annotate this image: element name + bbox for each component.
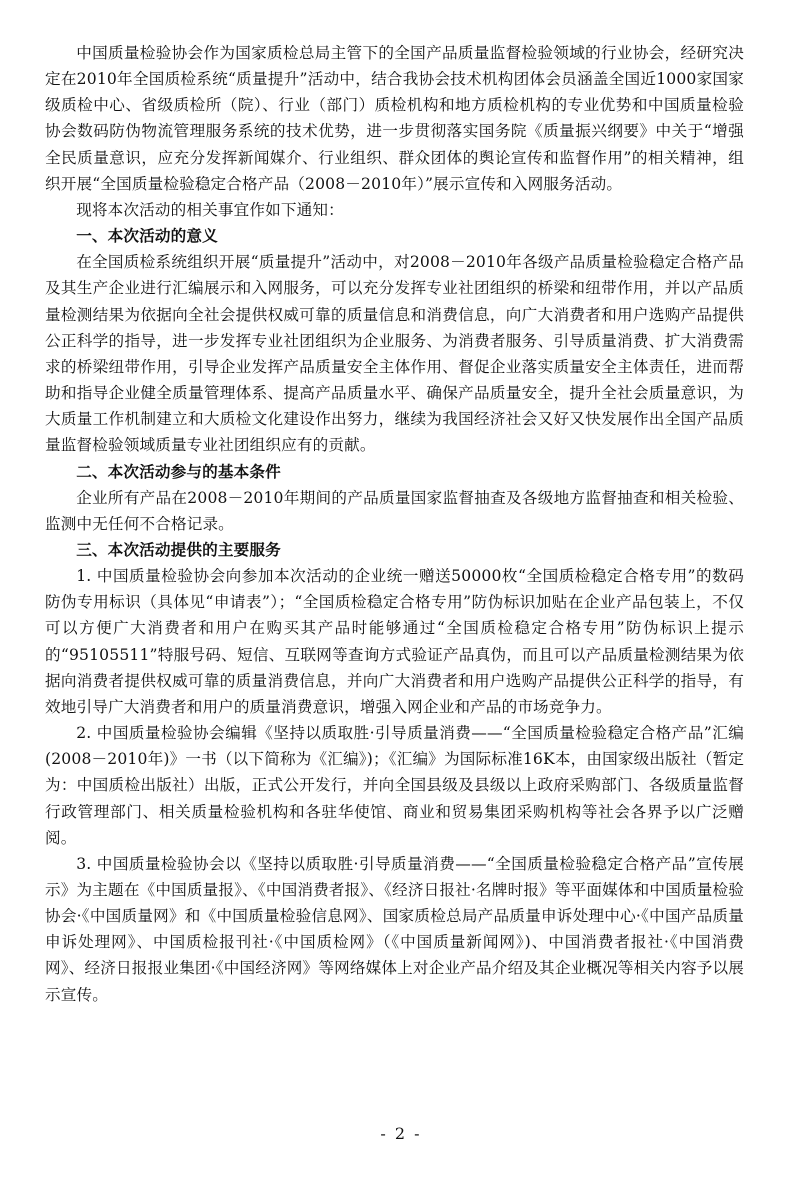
service-item-2: 2. 中国质量检验协会编辑《坚持以质取胜·引导质量消费——“全国质量检验稳定合格产品”汇编(2008－2010年)》一书（以下简称为《汇编》)；《汇编》为国际标准16K本，由国家级出版社（暂定为：中国质检出版社）出版，正式公开发行，并向全国县级及县级以上政府采购部门、各级质量监督行政管理部门、相关质量检验机构和各驻华使馆、商业和贸易集团采购机构等社会各界予以广泛赠阅。 bbox=[45, 724, 744, 847]
section-heading-significance: 一、本次活动的意义 bbox=[76, 226, 218, 246]
service-item-3: 3. 中国质量检验协会以《坚持以质取胜·引导质量消费——“全国质量检验稳定合格产品”宣传展示》为主题在《中国质量报》、《中国消费者报》、《经济日报社·名牌时报》等平面媒体和中国质量检验协会·《中国质量网》和《中国质量检验信息网》、国家质检总局产品质量申诉处理中心·《中国产品质量申诉处理网》、中国质检报刊社·《中国质检网》（《中国质量新闻网》)、中国消费者报社·《中国消费网》、经济日报报业集团·《中国经济网》等网络媒体上对企业产品介绍及其企业概况等相关内容予以展示宣传。 bbox=[45, 854, 744, 1004]
notice-paragraph: 现将本次活动的相关事宜作如下通知： bbox=[76, 200, 344, 219]
conditions-paragraph: 企业所有产品在2008－2010年期间的产品质量国家监督抽查及各级地方监督抽查和相关检验、监测中无任何不合格记录。 bbox=[45, 488, 744, 533]
section-heading-services: 三、本次活动提供的主要服务 bbox=[76, 539, 281, 559]
section-heading-conditions: 二、本次活动参与的基本条件 bbox=[76, 461, 281, 481]
significance-paragraph: 在全国质检系统组织开展“质量提升”活动中，对2008－2010年各级产品质量检验稳定合格产品及其生产企业进行汇编展示和入网服务，可以充分发挥专业社团组织的桥梁和纽带作用，并以产品质量检测结果为依据向全社会提供权威可靠的质量信息和消费信息，向广大消费者和用户选购产品提供公正科学的指导，进一步发挥专业社团组织为企业服务、为消费者服务、引导质量消费、扩大消费需求的桥梁纽带作用，引导企业发挥产品质量安全主体作用、督促企业落实质量安全主体责任，进而帮助和指导企业健全质量管理体系、提高产品质量水平、确保产品质量安全，提升全社会质量意识，为大质量工作机制建立和大质检文化建设作出努力，继续为我国经济社会又好又快发展作出全国产品质量监督检验领域质量专业社团组织应有的贡献。 bbox=[45, 253, 744, 455]
service-item-1: 1. 中国质量检验协会向参加本次活动的企业统一赠送50000枚“全国质检稳定合格专用”的数码防伪专用标识（具体见“申请表”）；“全国质检稳定合格专用”防伪标识加贴在企业产品包装上，不仅可以方便广大消费者和用户在购买其产品时能够通过“全国质检稳定合格专用”防伪标识上提示的“95105511”特服号码、短信、互联网等查询方式验证产品真伪，而且可以产品质量检测结果为依据向消费者提供权威可靠的质量消费信息，并向广大消费者和用户选购产品提供公正科学的指导，有效地引导广大消费者和用户的质量消费意识，增强入网企业和产品的市场竞争力。 bbox=[45, 567, 744, 716]
intro-paragraph: 中国质量检验协会作为国家质检总局主管下的全国产品质量监督检验领域的行业协会，经研究决定在2010年全国质检系统“质量提升”活动中，结合我协会技术机构团体会员涵盖全国近1000家国家级质检中心、省级质检所（院）、行业（部门）质检机构和地方质检机构的专业优势和中国质量检验协会数码防伪物流管理服务系统的技术优势，进一步贯彻落实国务院《质量振兴纲要》中关于“增强全民质量意识，应充分发挥新闻媒介、行业组织、群众团体的舆论宣传和监督作用”的相关精神，组织开展“全国质量检验稳定合格产品（2008－2010年）”展示宣传和入网服务活动。 bbox=[45, 44, 744, 193]
page-number: - 2 - bbox=[380, 1124, 422, 1143]
